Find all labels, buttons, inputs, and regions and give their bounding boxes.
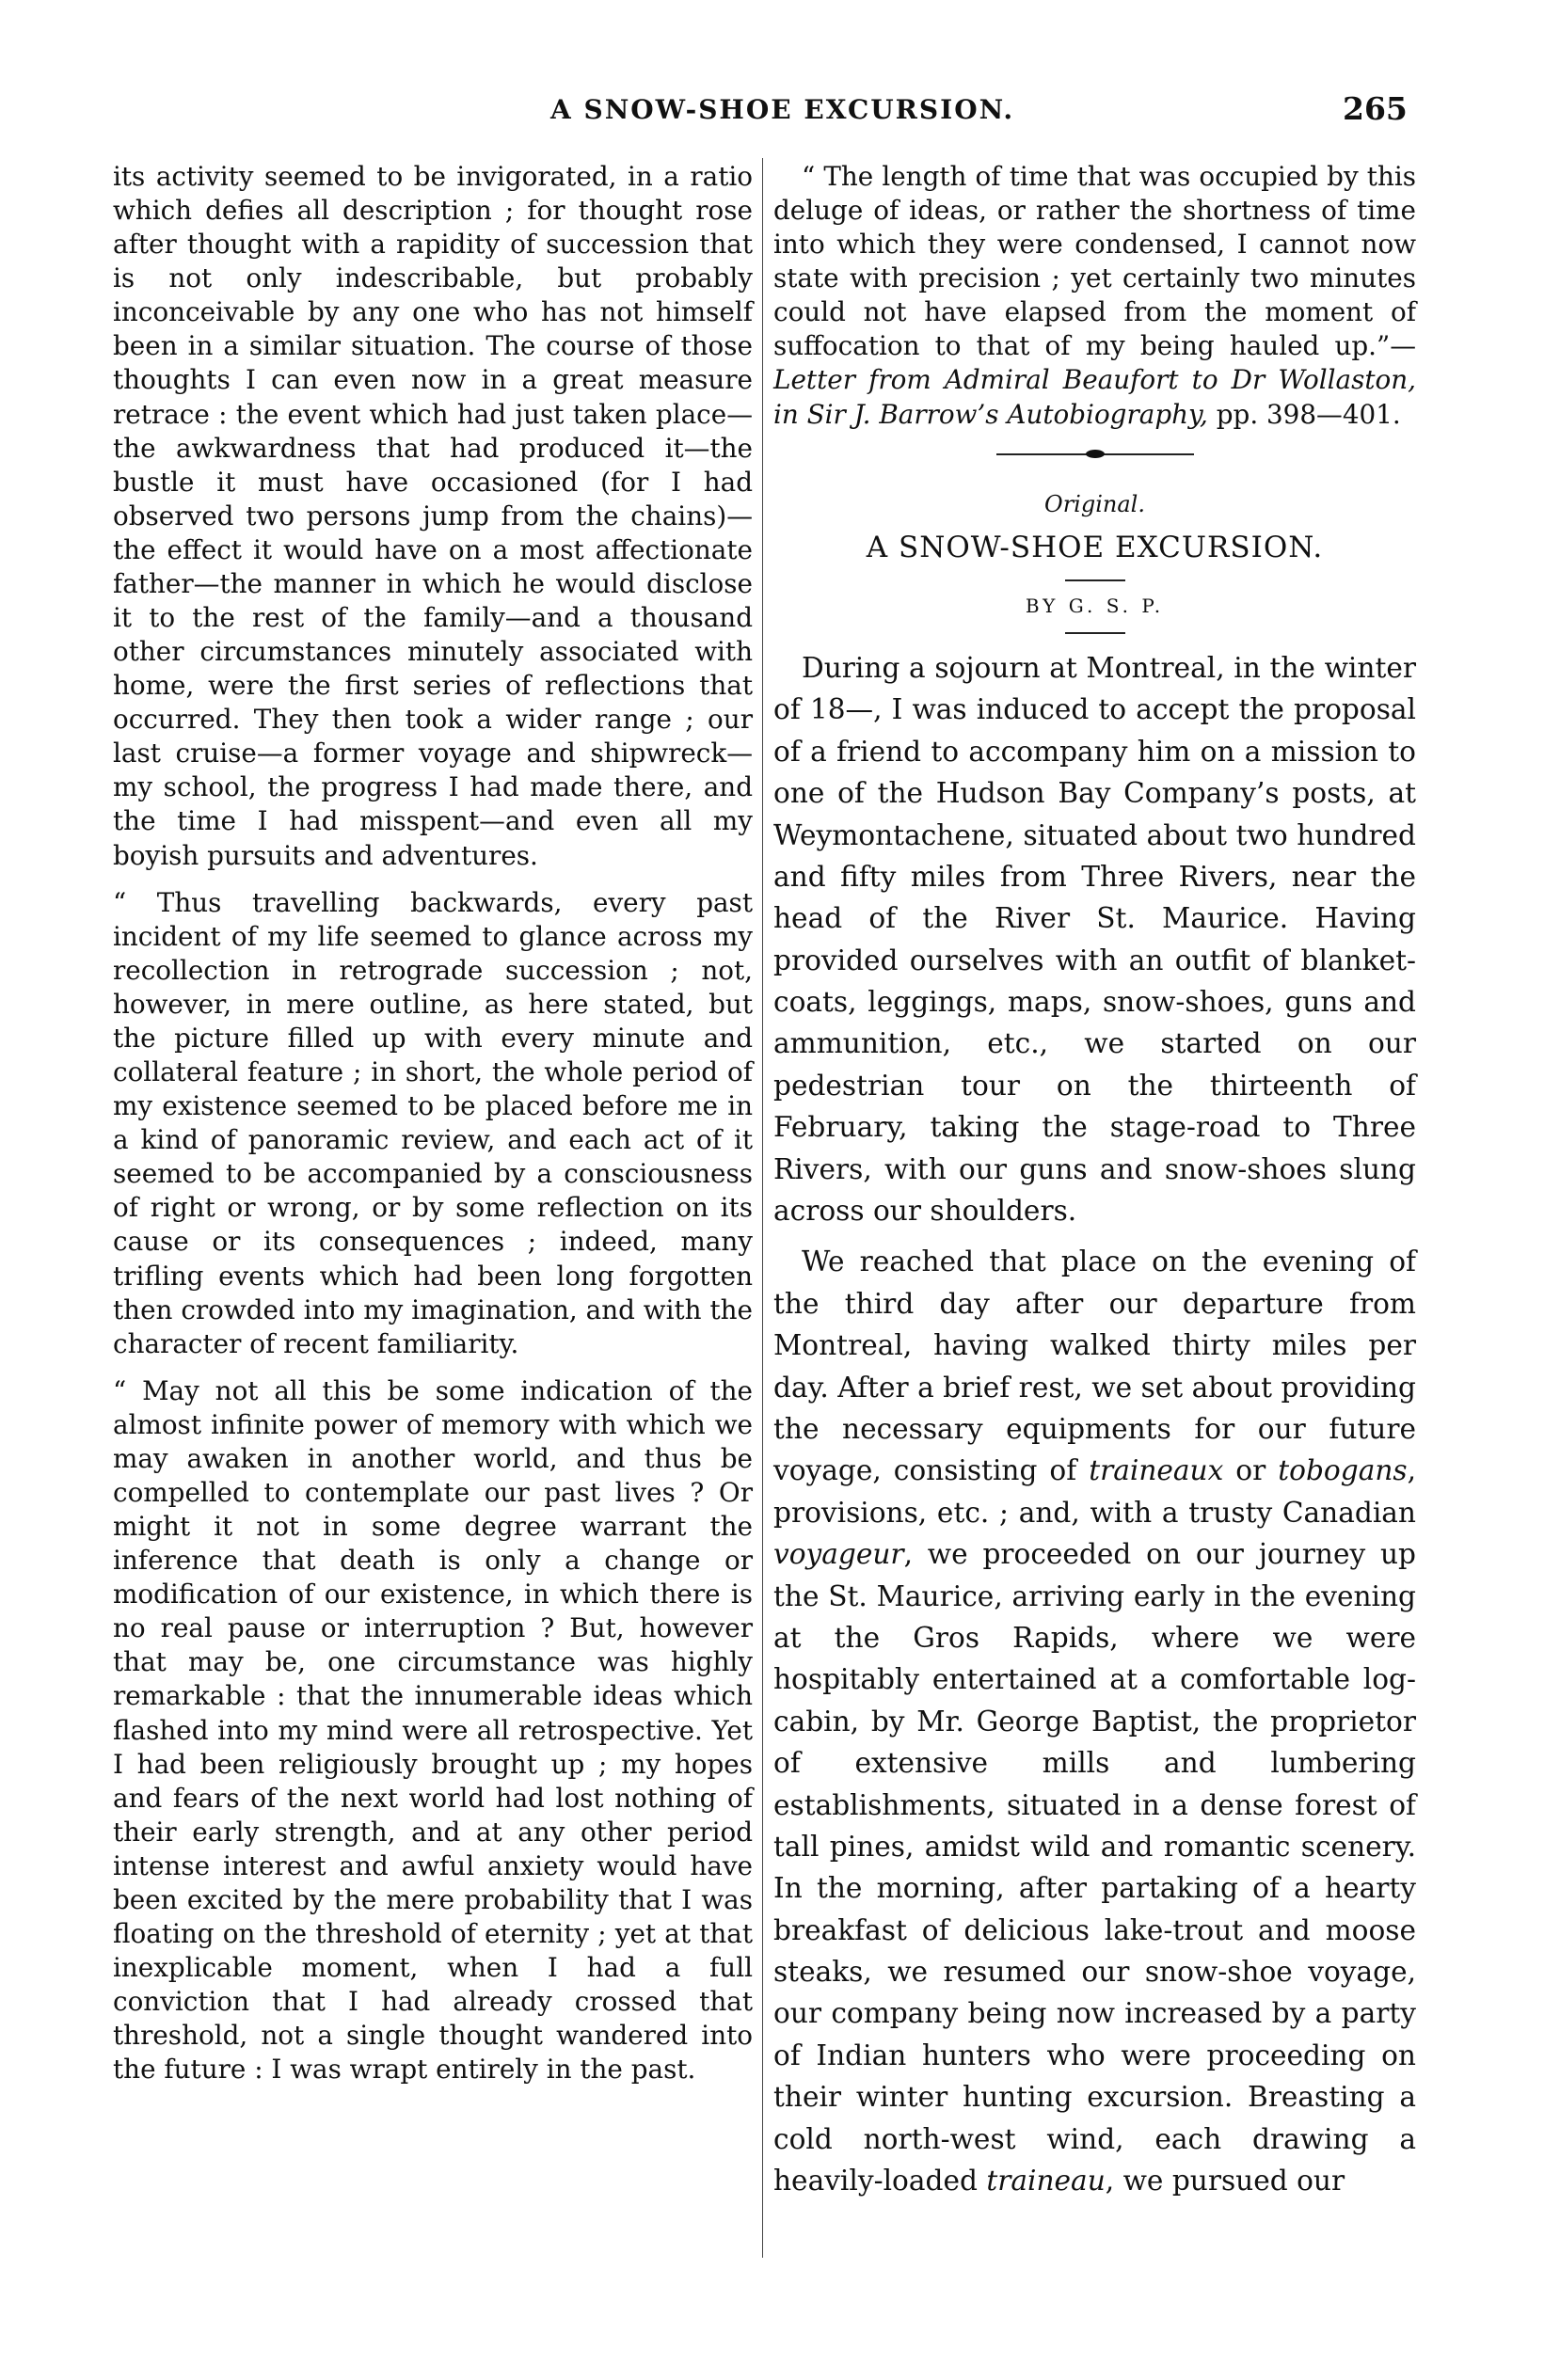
running-head xyxy=(0,90,1560,132)
title-rule-bottom xyxy=(1065,632,1125,634)
column-divider xyxy=(762,158,763,2258)
term-traineau: traineau xyxy=(986,2165,1106,2198)
quotation-block xyxy=(773,160,1416,432)
page-number: 265 xyxy=(1343,90,1408,127)
quotation-text: “ The length of time that was occupied by this deluge of ideas, or rather the shortness of time into which they were condensed, I cannot now state with precision ; yet certainly two minutes could not have elapsed from the moment of suffocation to that of my being hauled up.”— xyxy=(773,161,1416,362)
term-traineaux: traineaux xyxy=(1089,1454,1224,1487)
left-column xyxy=(113,160,753,2100)
byline: BY G. S. P. xyxy=(1025,595,1165,617)
term-tobogans: tobogans xyxy=(1278,1454,1408,1487)
term-voyageur: voyageur xyxy=(773,1538,904,1571)
article-paragraph-2: We reached that place on the evening of the third day after our departure from Montreal, having walked thirty miles per day. After a brief rest, we set about providing the necessary equipments for our future voyage, consisting of traineaux or tobogans, provisions, etc. ; and, with a trusty Canadian voyageur, we proceeded on our journey up the St. Maurice, arriving early in the evening at the Gros Rapids, where we were hospitably entertained at a comfortable log-cabin, by Mr. George Baptist, the proprietor of extensive mills and lumbering establishments, situated in a dense forest of tall pines, amidst wild and romantic scenery. In the morning, after partaking of a hearty breakfast of delicious lake-trout and moose steaks, we resumed our snow-shoe voyage, our company being now increased by a party of Indian hunters who were proceeding on their winter hunting excursion. Breasting a cold north-west wind, each drawing a heavily-loaded traineau, we pursued our xyxy=(773,1246,1417,2198)
left-paragraph-2: “ Thus travelling backwards, every past incident of my life seemed to glance across my recollection in retrograde succession ; not, however, in mere outline, as here stated, but the picture filled up with every minute and collateral feature ; in short, the whole period of my existence seemed to be placed before me in a kind of panoramic review, and each act of it seemed to be accompanied by a consciousness of right or wrong, or by some reflection on its cause or its consequences ; indeed, many trifling events which had been long forgotten then crowded into my imagination, and with the character of recent familiarity. xyxy=(113,886,753,1359)
running-head-title: A SNOW-SHOE EXCURSION. xyxy=(550,94,1015,125)
title-rule-top xyxy=(1065,579,1125,581)
article-title: A SNOW-SHOE EXCURSION. xyxy=(866,530,1324,564)
ornamental-rule xyxy=(996,449,1194,460)
original-label: Original. xyxy=(1044,490,1145,517)
article-body xyxy=(773,647,1416,2201)
left-paragraph-1: its activity seemed to be invigorated, in a ratio which defies all description ; for thought rose after thought with a rapidity of succession that is not only indescribable, but probably inconceivable by any one who has not himself been in a similar situation. The course of those thoughts I can even now in a great measure retrace : the event which had just taken place—the awkwardness that had produced it—the bustle it must have occasioned (for I had observed two persons jump from the chains)—the effect it would have on a most affectionate father—the manner in which he would disclose it to the rest of the family—and a thousand other circumstances minutely associated with home, were the first series of reflections that occurred. They then took a wider range ; our last cruise—a former voyage and shipwreck—my school, the progress I had made there, and the time I had misspent—and even all my boyish pursuits and adventures. xyxy=(113,161,753,871)
quotation-pages: pp. 398—401. xyxy=(1207,398,1401,430)
left-paragraph-3: “ May not all this be some indication of the almost infinite power of memory with which we may awaken in another world, and thus be compelled to contemplate our past lives ? Or might it not in some degree warrant the inference that death is only a change or modification of our existence, in which there is no real pause or interruption ? But, however that may be, one circumstance was highly remarkable : that the innumerable ideas which flashed into my mind were all retrospective. Yet I had been religiously brought up ; my hopes and fears of the next world had lost nothing of their early strength, and at any other period intense interest and awful anxiety would have been excited by the mere probability that I was floating on the threshold of eternity ; yet at that inexplicable moment, when I had a full conviction that I had already crossed that threshold, not a single thought wandered into the future : I was wrapt entirely in the past. xyxy=(113,1374,753,2086)
quotation-source: Letter from Admiral Beaufort to Dr Wollaston, in Sir J. Barrow’s Autobiography, xyxy=(773,364,1416,430)
quotation-paragraph xyxy=(773,160,1416,432)
right-column xyxy=(773,160,1416,2201)
article-paragraph-1: During a sojourn at Montreal, in the winter of 18—, I was induced to accept the proposal of a friend to accompany him on a mission to one of the Hudson Bay Company’s posts, at Weymontachene, situated about two hundred and fifty miles from Three Rivers, near the head of the River St. Maurice. Having provided ourselves with an outfit of blanket-coats, leggings, maps, snow-shoes, guns and ammunition, etc., we started on our pedestrian tour on the thirteenth of February, taking the stage-road to Three Rivers, with our guns and snow-shoes slung across our shoulders. xyxy=(773,651,1416,1228)
